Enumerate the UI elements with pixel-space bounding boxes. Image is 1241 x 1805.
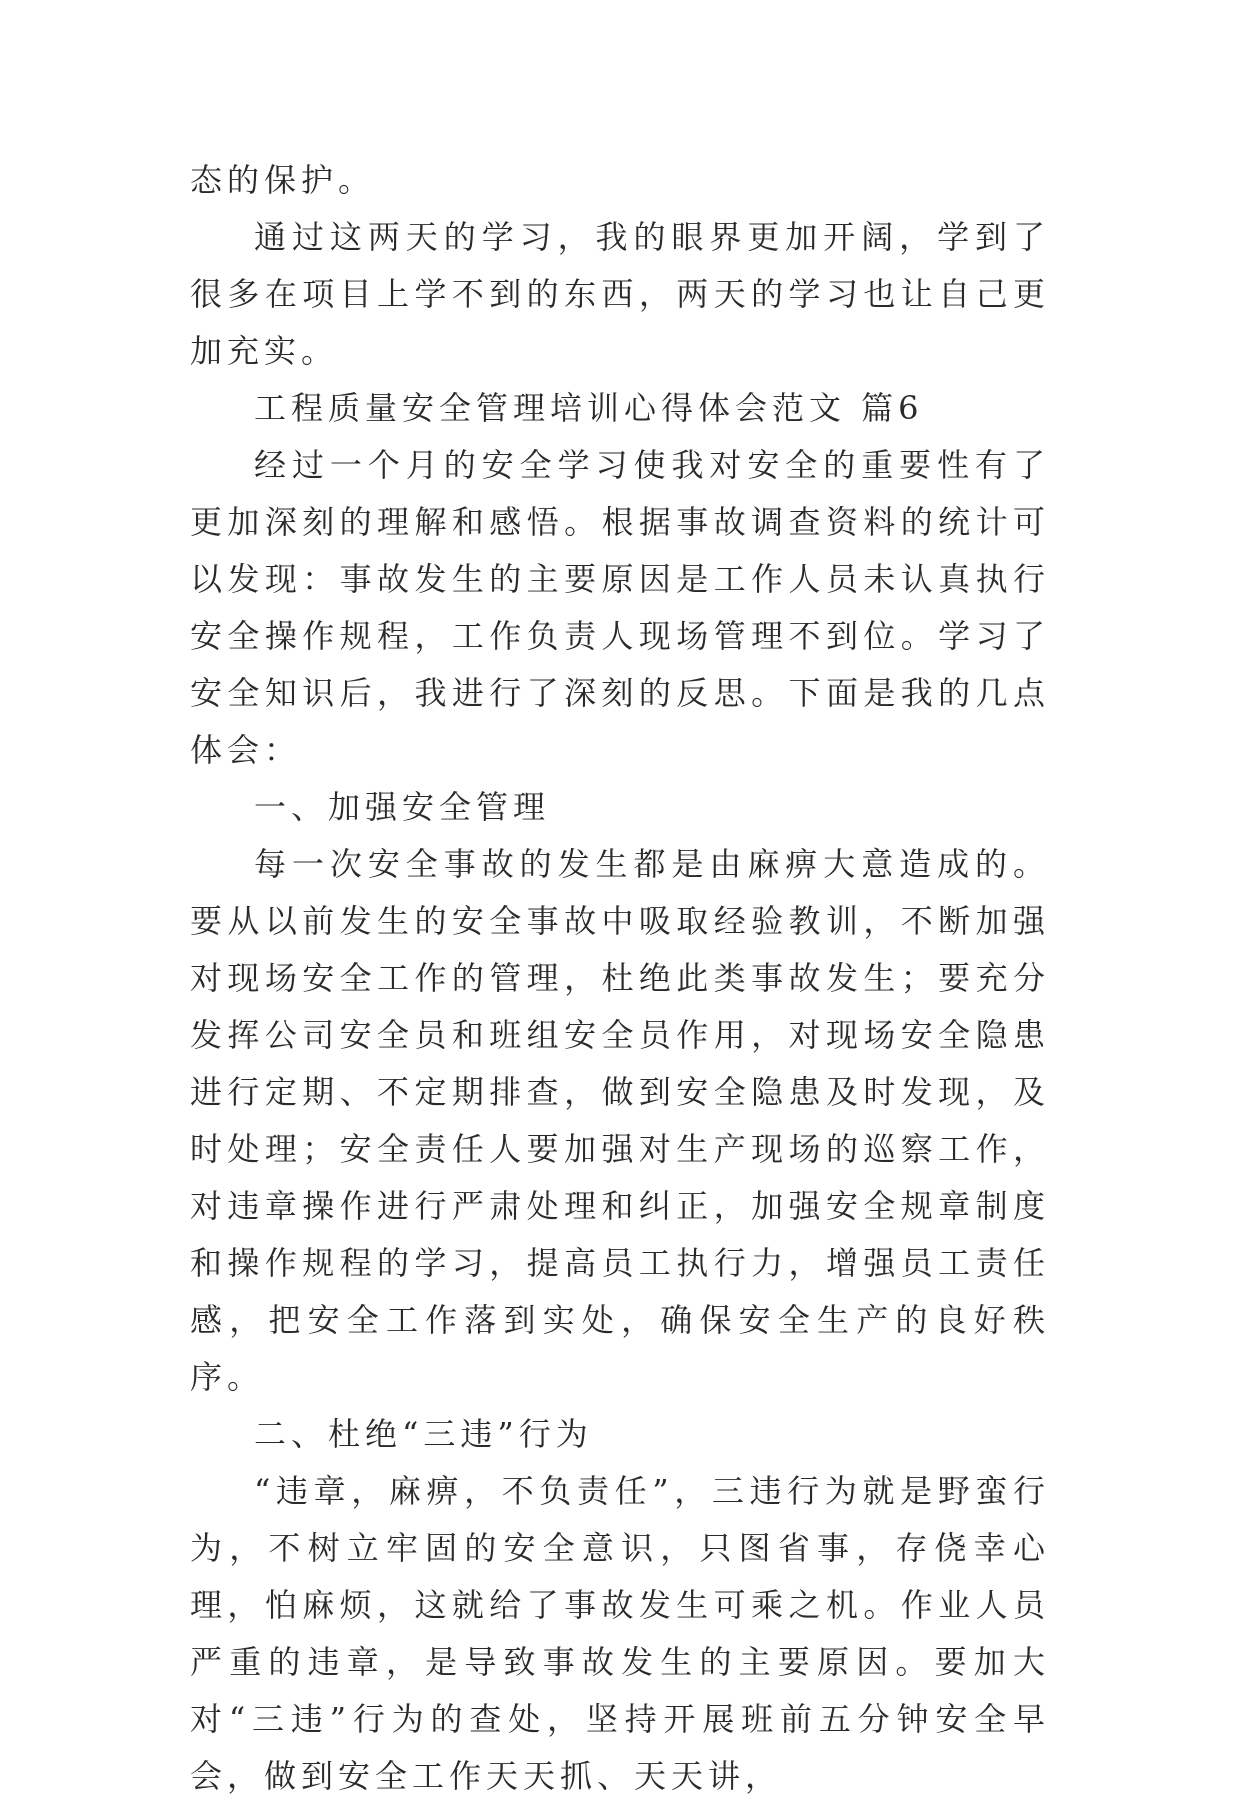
subheading-strengthen-management: 一、加强安全管理: [254, 788, 551, 826]
paragraph-management: 每一次安全事故的发生都是由麻痹大意造成的。要从以前发生的安全事故中吸取经验教训，不断加强对现场安全工作的管理，杜绝此类事故发生；要充分发挥公司安全员和班组安全员作用，对现场安全隐患进行定期、不定期排查，做到安全隐患及时发现，及时处理；安全责任人要加强对生产现场的巡察工作，对违章操作进行严肃处理和纠正，加强安全规章制度和操作规程的学习，提高员工执行力，增强员工责任感，把安全工作落到实处，确保安全生产的良好秩序。: [190, 845, 1050, 1396]
document-body: [190, 152, 1050, 1805]
paragraph-introduction: 经过一个月的安全学习使我对安全的重要性有了更加深刻的理解和感悟。根据事故调查资料的统计可以发现：事故发生的主要原因是工作人员未认真执行安全操作规程，工作负责人现场管理不到位。学习了安全知识后，我进行了深刻的反思。下面是我的几点体会：: [190, 446, 1050, 769]
paragraph-study-summary: 通过这两天的学习，我的眼界更加开阔，学到了很多在项目上学不到的东西，两天的学习也让自己更加充实。: [190, 218, 1050, 370]
subheading-three-violations: 二、杜绝“三违”行为: [254, 1415, 593, 1453]
paragraph-continuation: 态的保护。: [190, 161, 376, 199]
paragraph-three-violations: “违章，麻痹，不负责任”，三违行为就是野蛮行为，不树立牢固的安全意识，只图省事，存侥幸心理，怕麻烦，这就给了事故发生可乘之机。作业人员严重的违章，是导致事故发生的主要原因。要加大对“三违”行为的查处，坚持开展班前五分钟安全早会，做到安全工作天天抓、天天讲，: [190, 1472, 1050, 1795]
section-title: 工程质量安全管理培训心得体会范文 篇6: [254, 389, 924, 427]
